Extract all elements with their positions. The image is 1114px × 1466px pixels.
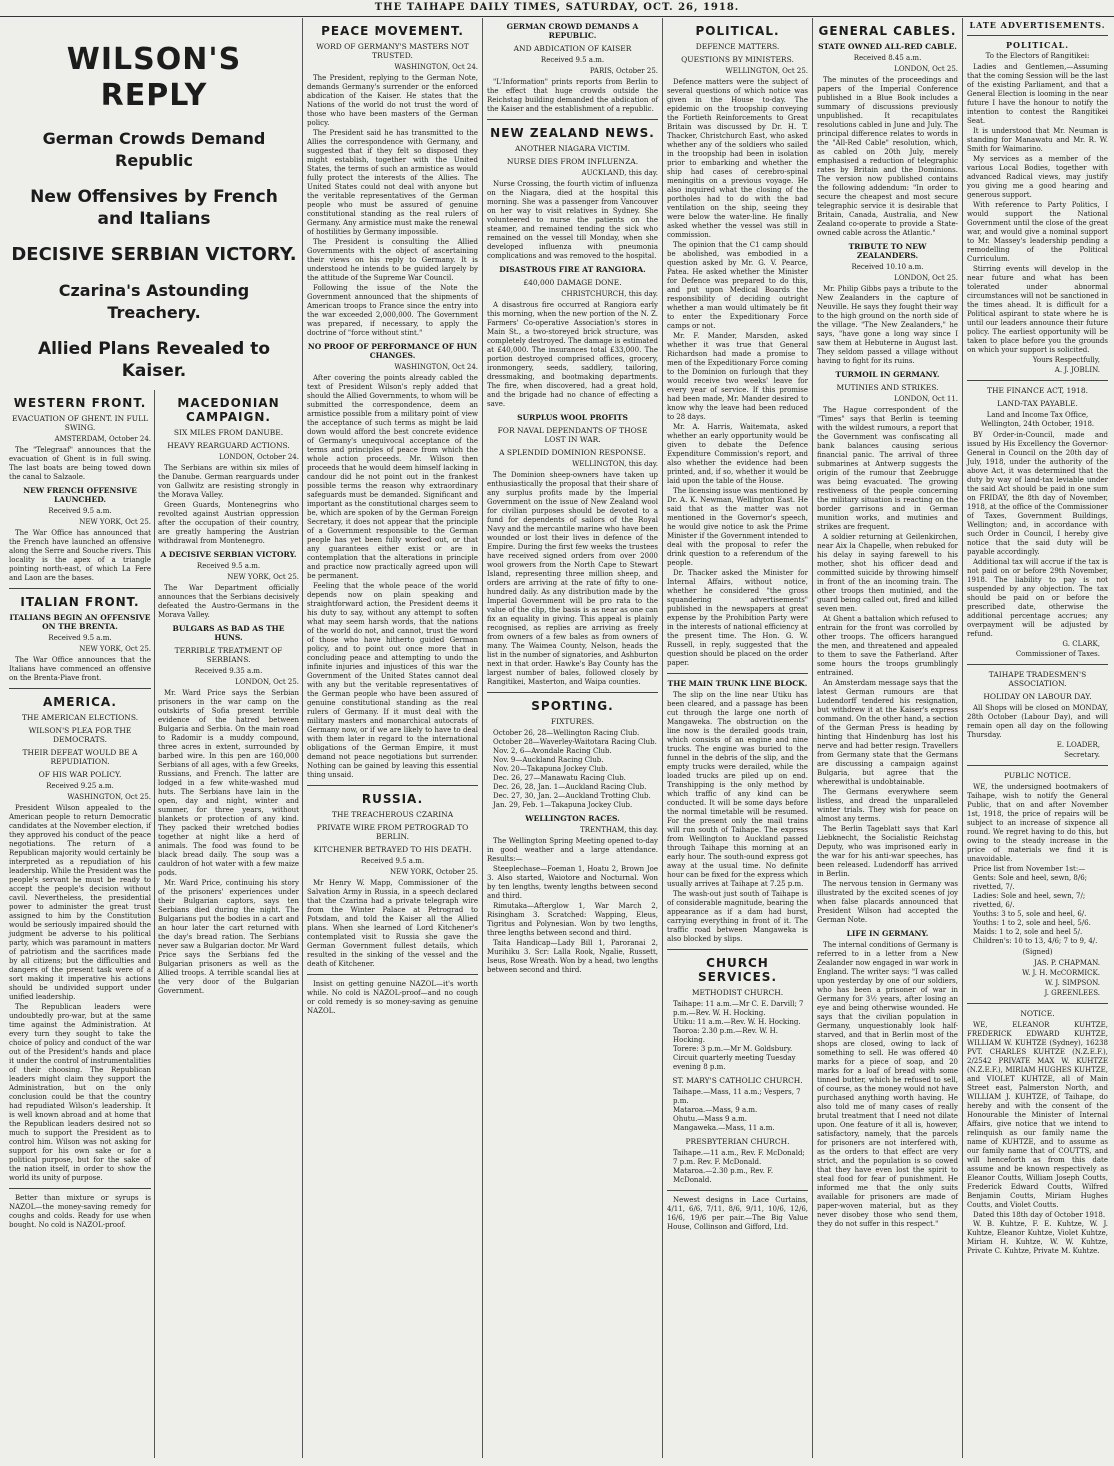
- paragraph: The President, replying to the German Note, demands Germany's surrender or the enforced abdication of the Kaiser. He states that the Nations of the world do not trust the word of those who have been masters of the German policy.: [307, 74, 478, 127]
- paragraph: BY Order-in-Council, made and issued by His Excellency the Governor-General in Council on the 20th day of July, 1918, under the authority of the above Act, it was determined that the duty by way of land-tax leviable under the said Act should be paid in one sum on FRIDAY, the 8th day of November, 1918, at the office of the Commissioner of Taxes, Government Buildings, Wellington; and, in accordance with such Order in Council, I hereby give notice that the said duty will be payable accordingly.: [967, 431, 1108, 556]
- masthead: THE TAIHAPE DAILY TIMES, SATURDAY, OCT. 26, 1918.: [0, 0, 1114, 17]
- presbyterian-subhead: PRESBYTERIAN CHURCH.: [685, 1137, 790, 1146]
- fixture-item: Dec. 27, 30, Jan. 2—Auckland Trotting Club.: [493, 792, 651, 800]
- paragraph: Dr. Thacker asked the Minister for Internal Affairs, without notice, whether he considered "the gross squandering advertisements" published in the newspapers at great expense by the Prohibition Party were in the interests of national efficiency at the present time. The Hon. G. W. Russell, in reply, suggested that the question should be placed on the order paper.: [667, 569, 808, 667]
- wool-subhead: SURPLUS WOOL PROFITS: [517, 413, 628, 422]
- deck-line-1: German Crowds Demand Republic: [42, 129, 266, 170]
- paragraph: The nervous tension in Germany was illustrated by the excited scenes of joy when false placards announced that President Wilson had accepted the German Note.: [817, 880, 958, 924]
- signature-name: A. J. JOBLIN.: [1054, 366, 1100, 374]
- political-ad-heading: POLITICAL.: [1005, 40, 1070, 50]
- finance-act-heading: THE FINANCE ACT, 1918.: [986, 386, 1088, 395]
- paragraph: The War Department officially announces that the Serbians decisively defeated the Austro-Germans in the Morava Valley.: [158, 584, 299, 619]
- serbian-victory-subhead: A DECISIVE SERBIAN VICTORY.: [160, 550, 297, 559]
- divider: [967, 1003, 1108, 1004]
- signer-name: J. GREENLEES.: [1044, 989, 1100, 997]
- signed-label: (Signed): [1022, 948, 1053, 956]
- nz-news-column: [482, 18, 662, 1458]
- main-trunk-subhead: THE MAIN TRUNK LINE BLOCK.: [667, 679, 808, 688]
- paragraph: Stirring events will develop in the near future and what has been tolerated under abnormal circumstances will not be sanctioned in the times ahead. It is difficult for a Political aspirant to state where he is until our leaders announce their future policy. The earliest opportunity will be taken to place before you the grounds on which your support is solicited.: [967, 265, 1108, 354]
- dateline: WASHINGTON, Oct 25.: [67, 793, 151, 801]
- notice-date: Dated this 18th day of October 1918.: [973, 1211, 1106, 1219]
- labour-day-subhead: HOLIDAY ON LABOUR DAY.: [983, 692, 1092, 701]
- divider: [487, 119, 658, 120]
- paragraph: The minutes of the proceedings and papers of the Imperial Conference published in a Blue Book includes a summary of discussions previously unpublished. It recapitulates resolutions cabled in June and July. The principal difference relates to words in the "All-Red Cable" resolution, which, as cabled on 20th July, merely emphasised a reduction of telegraphic rates by Britain and the Dominions. The version now published contains the following addendum: "In order to secure the cheapest and most secure telegraphic service it is desirable that Britain, Canada, Australia, and New Zealand co-operate to provide a State-owned cable across the Atlantic.": [817, 76, 958, 237]
- land-tax-subhead: LAND-TAX PAYABLE.: [997, 399, 1078, 408]
- questions-subhead: QUESTIONS BY MINISTERS.: [681, 55, 794, 64]
- main-headline: WILSON'S REPLY: [66, 42, 242, 113]
- political-heading: POLITICAL.: [695, 24, 780, 38]
- peace-heading: PEACE MOVEMENT.: [321, 24, 464, 38]
- western-front-heading: WESTERN FRONT.: [13, 396, 147, 410]
- paragraph: Mr. Ward Price, continuing his story of the prisoners' experiences under their Bulgarian captors, says ten Serbians died during the night. The Bulgarians put the bodies in a cart and an hour later the cart returned with the day's bread ration. The Serbians never saw a Bulgarian doctor. Mr Ward Price says the Serbians fed the Bulgarian prisoners as well as the Allied troops. A terrible scandal lies at the very door of the Bulgarian Government.: [158, 879, 299, 995]
- paragraph: Mr. A. Harris, Waitemata, asked whether an early opportunity would be given to debate the Defence Expenditure Commission's report, and also whether the evidence had been printed, and, if so, whether it would be laid upon the table of the House.: [667, 423, 808, 485]
- service-item: Taihape.—Mass, 11 a.m.; Vespers, 7 p.m.: [673, 1088, 801, 1105]
- russia-heading: RUSSIA.: [361, 792, 424, 806]
- naval-subhead: FOR NAVAL DEPENDANTS OF THOSE LOST IN WAR.: [497, 426, 648, 444]
- mutinies-subhead: MUTINIES AND STRIKES.: [836, 383, 939, 392]
- paragraph: The Hague correspondent of the "Times" says that Berlin is teeming with the wildest rumours, a report that the Government was confiscating all bank balances causing serious financial panic. The arrival of three submarines at Antwerp suggests the origin of the rumour that Zeebrugge was being evacuated. The growing restiveness of the people concerning the military situation is reacting on the border garrisons and in German munition works, and mutinies and strikes are frequent.: [817, 406, 958, 531]
- divider: [967, 765, 1108, 766]
- paragraph: The Germans everywhere seem listless, and dread the unparalleled winter trials. They wish for peace on almost any terms.: [817, 788, 958, 823]
- deck-line-2: New Offensives by French and Italians: [30, 187, 278, 229]
- race-result: Taita Handicap—Lady Bill 1, Paroranai 2, Murihiku 3. Scr: Lalla Rook, Ngalie, Russett, Iseus, Rose Wreath. Won by a head, two lengths between second and third.: [487, 939, 658, 974]
- paragraph: Mr Henry W. Mapp, Commissioner of the Salvation Army in Russia, in a speech declared that the Czarina had a private telegraph wire from the Winter Palace at Petrograd to Potsdam, and told the Kaiser all the Allied plans. When she learned of Lord Kitchener's contemplated visit to Russia she gave the German Government fullest details, which resulted in the sinking of the vessel and the death of Kitchener.: [307, 879, 478, 968]
- repudiation-subhead: THEIR DEFEAT WOULD BE A REPUDIATION.: [22, 748, 138, 766]
- niagara-subhead: ANOTHER NIAGARA VICTIM.: [514, 144, 631, 153]
- dateline: LONDON, October 24.: [218, 453, 299, 461]
- signer-name: W. J. SIMPSON.: [1044, 979, 1100, 987]
- notice-heading: NOTICE.: [1020, 1009, 1055, 1018]
- paragraph: The licensing issue was mentioned by Dr. A. K. Newman, Wellington East. He said that as the matter was not mentioned in the Governor's speech, he would give notice to ask the Prime Minister if the Government intended to deal with the proposal to refer the drink question to a referendum of the people.: [667, 487, 808, 567]
- tradesmen-heading: TAIHAPE TRADESMEN'S ASSOCIATION.: [988, 670, 1087, 688]
- fixture-item: Dec. 26, 27—Manawatu Racing Club.: [493, 774, 626, 782]
- divider: [9, 1188, 151, 1189]
- czarina-subhead: THE TREACHEROUS CZARINA: [331, 810, 454, 819]
- paragraph: The Berlin Tageblatt says that Karl Liebknecht, the Socialistic Reichstag Deputy, who was imprisoned early in the war for his anti-war speeches, has been released. Ludendorff has arrived in Berlin.: [817, 825, 958, 878]
- paragraph: The opinion that the C1 camp should be abolished, was embodied in a question asked by Mr. G. V. Pearce, Patea. He asked whether the Minister for Defence was prepared to do this, and put upon Medical Boards the responsibility of deciding outright whether a man would ultimately be fit to enter the Expeditionary Force camps or not.: [667, 241, 808, 330]
- divider: [307, 785, 478, 786]
- paragraph: A disastrous fire occurred at Rangiora early this morning, when the new portion of the N. Z. Farmers' Co-operative Association's stores in Main St., a two-storeyed brick structure, was completely destroyed. The damage is estimated at £40,000. The insurances total £33,000. The portion destroyed comprised offices, grocery, ironmongery, seeds, saddlery, tailoring, dressmaking, and bootmaking departments. The fire, when discovered, had a great hold, and the brigade had no chance of effecting a save.: [487, 301, 658, 408]
- elections-subhead: THE AMERICAN ELECTIONS.: [21, 713, 139, 722]
- deck-line-3: DECISIVE SERBIAN VICTORY.: [11, 244, 297, 265]
- service-item: Taihape.—11 a.m., Rev. F. McDonald; 7 p.m. Rev. F. McDonald.: [673, 1149, 805, 1166]
- cables-heading: GENERAL CABLES.: [818, 24, 957, 38]
- paragraph: The slip on the line near Utiku has been cleared, and a passage has been cut through the large one north of Mangaweka. The obstruction on the line now is the derailed goods train, which consists of an engine and nine trucks. The engine was buried to the funnel in the debris of the slip, and the empty trucks were derailed, while the loaded trucks are piled up on end. Transhipping is the only method by which traffic of any kind can be conducted. It will be some days before the normal timetable will be resumed. For the present only the mail trains will run south of Taihape. The express from Wellington to Auckland passed through Taihape this morning at an early hour. The south-ound express got away at the usual time. No definite hour can be fixed for the express which usually arrives at Taihape at 7.25 p.m.: [667, 691, 808, 888]
- dateline: LONDON, Oct 25.: [235, 678, 299, 686]
- paragraph: After covering the points already cabled the text of President Wilson's reply added that should the Allied Governments, to whom will be submitted the correspondence, deem an armistice possible from a military point of view the acceptance of such terms as might be laid down would afford the best concrete evidence of Germany's unequivocal acceptance of the terms and principles of peace from which the whole action proceeds. Mr. Wilson then proceeds that he would deem himself lacking in candour did he not point out in the frankest possible terms the reason why extraordinary safeguards must be demanded. Significant and important as the constitutional charges seem to be, which are spoken of by the German Foreign Secretary, it does not appear that the principle of a Government responsible to the German people has yet been fully worked out, or that any guarantees either exist or are in contemplation that the alterations in principle and practice now practically agreed upon will be permanent.: [307, 374, 478, 580]
- kitchener-subhead: KITCHENER BETRAYED TO HIS DEATH.: [313, 845, 472, 854]
- dateline: TRENTHAM, this day.: [580, 826, 658, 834]
- nazol-advert: Insist on getting genuine NAZOL—it's worth while. No cold is NAZOL-proof—and no cough or cold remedy is so money-saving as genuine NAZOL.: [307, 980, 478, 1015]
- america-heading: AMERICA.: [42, 695, 117, 709]
- paragraph: Feeling that the whole peace of the world depends now on plain speaking and straightforward action, the President deems it his duty to say, without any attempt to soften what may seem harsh words, that the nations of the world do not, and cannot, trust the word of those who have hitherto guided German policy, and to point out once more that in concluding peace and attempting to undo the infinite injuries and injustices of this war the Government of the United States cannot deal with any but the veritable representatives of the German people who have been assured of genuine constitutional standing as the real rulers of Germany. If it must deal with the military masters and monarchical autocrats of Germany now, or if we are likely to have to deal with them later in regard to the international obligations of the German Empire, it must demand not peace negotiations but surrender. Nothing can be gained by leaving this essential thing unsaid.: [307, 582, 478, 779]
- paragraph: Nurse Crossing, the fourth victim of influenza on the Niagara, died at the hospital this morning. She was a passenger from Vancouver on her way to visit relatives in Sydney. She volunteered to nurse the patients on the steamer, and remained tending the sick who remained on the vessel till Monday, when she developed influenza with pneumonia complications and was removed to the hospital.: [487, 180, 658, 260]
- macedonian-heading: MACEDONIAN CAMPAIGN.: [177, 396, 280, 424]
- divider: [9, 688, 151, 689]
- sporting-heading: SPORTING.: [531, 699, 614, 713]
- paragraph: The Wellington Spring Meeting opened to-day in good weather and a large attendance. Results:—: [487, 837, 658, 863]
- fixture-item: Nov. 9—Auckland Racing Club.: [493, 756, 604, 764]
- rearguard-subhead: HEAVY REARGUARD ACTIONS.: [167, 441, 290, 450]
- paragraph: The internal conditions of Germany is referred to in a letter from a New Zealander now engaged in war work in England. The writer says: "I was called upon yesterday by one of our soldiers, who has been a prisoner of war in Germany for 3½ years, after losing an eye and being otherwise wounded. He says that the civilian population in Germany, unquestionably look half-starved, and that in Berlin most of the shops are closed, owing to lack of something to sell. He was offered 40 marks for a piece of soap, and 20 marks for a loaf of bread with some tinned butter, which he refused to sell, of course, as the money would not have purchased anything worth having. He also told me of many cases of really brutal treatment that I need not dilate upon. One feature of it all is, however, satisfactory, namely, that the parcels for prisoners are not interfered with, as the orders to that effect are very strict, and the population is so cowed that they have even lost the spirit to steal food for fear of punishment. He informed me that the only suits available for prisoners are made of paper-woven material, but as they never disobey those who send them, they do not suffer in this respect.": [817, 941, 958, 1228]
- macedonian-column: [154, 390, 302, 1458]
- price-item: Maids: 1 to 2, sole and heel 5/.: [973, 928, 1083, 936]
- damage-subhead: £40,000 DAMAGE DONE.: [523, 278, 622, 287]
- service-item: Mataroa.—Mass, 9 a.m.: [673, 1106, 758, 1114]
- signer-name: W. J. H. McCORMICK.: [1022, 969, 1100, 977]
- paragraph: My services as a member of the various Local Bodies, together with advanced Radical views, may justify you giving me a good hearing and generous support.: [967, 155, 1108, 199]
- received-line: Received 8.45 a.m.: [853, 54, 922, 62]
- dateline: CHRISTCHURCH, this day.: [561, 290, 658, 298]
- divider: [967, 664, 1108, 665]
- paragraph: The Republican leaders were undoubtedly pro-war, but at the same time against the Administration. At every turn they sought to take the choice of policy and conduct of the war out of the President's hands and place it under the control of instrumentalities of their choosing. The Republican leaders might claim they support the Administration, but on the only conclusion could be that the country had repudiated Wilson's leadership. It is well known abroad and at home that the Republican leaders desired not so much to support the President as to control him. Wilson was not asking for support for his own sake or for a political purpose, but for the sake of the nation itself, in order to show the world its unity of purpose.: [9, 1003, 151, 1182]
- notice-signatures: W. B. Kuhtze, F. E. Kuhtze, W. J. Kuhtze, Eleanor Kuhtze, Violet Kuhtze, Miriam H. Kuhtze, W. W. Kuhtze, Private C. Kuhtze, Private M. Kuhtze.: [967, 1220, 1108, 1255]
- service-item: Utiku: 11 a.m.—Rev. W. H. Hocking.: [673, 1018, 801, 1026]
- service-item: Mataroa.—2.30 p.m., Rev. F. McDonald.: [673, 1167, 774, 1184]
- peace-column: [302, 18, 482, 1458]
- price-item: Children's: 10 to 13, 4/6; 7 to 9, 4/.: [973, 937, 1098, 945]
- received-line: Received 9.35 a.m.: [194, 667, 263, 675]
- divider: [967, 35, 1108, 36]
- no-proof-subhead: NO PROOF OF PERFORMANCE OF HUN CHANGES.: [307, 342, 478, 360]
- paragraph: With reference to Party Politics, I would support the National Government until the close of the great war, and would give a nominal support to Mr. Massey's leadership pending a remodelling of the Political Curriculum.: [967, 201, 1108, 263]
- ghent-subhead: EVACUATION OF GHENT. IN FULL SWING.: [11, 414, 149, 432]
- paragraph: The War Office has announced that the French have launched an offensive along the Serre and Souche rivers. This locality is the apex of a triangle pointing north-east, of which La Fere and Laon are the bases.: [9, 529, 151, 582]
- received-line: Received 9.5 a.m.: [360, 857, 425, 865]
- dateline: NEW YORK, October 25.: [390, 868, 478, 876]
- paragraph: Green Guards, Montenegrins who revolted against Austrian oppression after the occupation of their country, are greatly hampering the Austrian withdrawal from Montenegro.: [158, 501, 299, 545]
- received-line: Received 9.5 a.m.: [48, 634, 112, 642]
- paragraph: The President is consulting the Allied Governments with the object of ascertaining their views on his reply to Germany. It is understood he intends to be guided largely by the attitude of the Supreme War Council.: [307, 238, 478, 282]
- fixture-item: Nov. 2, 6—Avondale Racing Club.: [493, 747, 612, 755]
- fixture-item: Jan. 29, Feb. 1—Takapuna Jockey Club.: [493, 801, 633, 809]
- signature-name: G. CLARK,: [1062, 640, 1100, 648]
- fixture-item: October 28—Waverley-Waitotara Racing Club.: [493, 738, 657, 746]
- paragraph: The "Telegraaf" announces that the evacuation of Ghent is in full swing. The last boats are being towed down the canal to Salzaole.: [9, 446, 151, 481]
- dateline: WELLINGTON, this day.: [572, 460, 658, 468]
- received-line: Received 9.5 a.m.: [48, 507, 112, 515]
- dateline: WASHINGTON, Oct 24.: [394, 63, 478, 71]
- masters-subhead: WORD OF GERMANY'S MASTERS NOT TRUSTED.: [316, 42, 469, 60]
- paragraph: At Ghent a battalion which refused to entrain for the front was corrolled by other troops. The officers harangued the men, and threatened and appealed to them to save the Fatherland. After some hours the troops grumblingly entrained.: [817, 615, 958, 677]
- all-red-subhead: STATE OWNED ALL-RED CABLE.: [818, 42, 957, 51]
- paragraph: Ladies and Gentlemen,—Assuming that the coming Session will be the last of the existing Parliament, and that a General Election is looming in the near future I have the honour to notify the intention to contest the Rangitikei Seat.: [967, 63, 1108, 125]
- received-line: Received 9.5 a.m.: [540, 56, 605, 64]
- catholic-subhead: ST. MARY'S CATHOLIC CHURCH.: [672, 1076, 803, 1085]
- defence-subhead: DEFENCE MATTERS.: [695, 42, 780, 51]
- paragraph: The Dominion sheep-owners have taken up enthusiastically the proposal that their share of any surplus profits made by the Imperial Government on the issue of New Zealand wool for civilian purposes should be devoted to a fund for dependents of sailors of the Royal Navy and the mercantile marine who have been wounded or lost their lives in defence of the Empire. During the first few weeks the trustees have received signed orders from over 2000 wool growers from the North Cape to Stewart Island, representing three million sheep, and orders are arriving at the rate of fifty to one-hundred daily. As any distribution made by the Imperial Government will be pro rata to the value of the clip, the basis is as near as one can fix an equality in giving. This appeal is plainly recognised, as replies are arriving as freely from owners of a few bales as from owners of many. The Waimea County, Nelson, heads the list in the number of signatories, and Ashburton next in that order. Hawke's Bay County has the largest number of bales, followed closely by Rangitikei, Masterton, and Waipa counties.: [487, 471, 658, 686]
- fixture-item: Nov. 20—Takapuna Jockey Club.: [493, 765, 608, 773]
- dateline: NEW YORK, Oct 25.: [79, 645, 151, 653]
- service-item: Taoroa: 2.30 p.m.—Rev. W. H. Hocking.: [673, 1027, 778, 1044]
- cables-column: [812, 18, 962, 1458]
- dateline: LONDON, Oct 11.: [894, 395, 958, 403]
- received-line: Received 9.25 a.m.: [46, 782, 114, 790]
- divider: [9, 588, 151, 589]
- electors-line: To the Electors of Rangitikei:: [985, 52, 1090, 60]
- dateline: PARIS, October 25.: [589, 67, 658, 75]
- treatment-subhead: TERRIBLE TREATMENT OF SERBIANS.: [174, 646, 283, 664]
- dateline: LONDON, Oct 25.: [894, 65, 958, 73]
- divider: [667, 673, 808, 674]
- price-list-heading: Price list from November 1st:—: [973, 865, 1086, 873]
- signature-title: Commissioner of Taxes.: [1015, 650, 1100, 658]
- race-result: Rimutaka—Afterglow 1, War March 2, Risingham 3. Scratched: Wapping, Eleus, Tigritus and Polynesian. Won by two lengths, three lengths between second and third.: [487, 902, 658, 937]
- german-crowd-heading: GERMAN CROWD DEMANDS A REPUBLIC.: [506, 22, 639, 40]
- church-heading: CHURCH SERVICES.: [697, 956, 778, 984]
- dateline: LONDON, Oct 25.: [894, 274, 958, 282]
- public-notice-heading: PUBLIC NOTICE.: [1003, 771, 1072, 780]
- price-item: Youths: 3 to 5, sole and heel, 6/.: [973, 910, 1087, 918]
- nazol-advert: Better than mixture or syrups is NAZOL—the money-saving remedy for coughs and colds. Ready for use when bought. No cold is NAZOL-proof.: [9, 1194, 151, 1229]
- lead-subcolumns: [6, 390, 302, 1458]
- paragraph: President Wilson appealed to the American people to return Democratic candidates at the November election, if they approved his conduct of the peace negotiations. The return of a Republican majority would certainly be interpreted as a repudiation of his leadership. While the President was the people's servant he must be ready to accept the people's decision without cavil. Nevertheless, the presidential power to administer the great trust assigned to him by the Constitution would be seriously impaired should the judgment be adverse to his political party, which was paramount in matters of patriotism and the sacrifices made by all citizens; but the difficulties and dangers of the present task were of a sort making it imperative his actions should be undivided support under unified leadership.: [9, 804, 151, 1001]
- paragraph: The President said he has transmitted to the Allies the correspondence with Germany, and suggested that if they felt so disposed they might establish, together with the United States, the terms of such an armistice as would fully protect the interests of the Allies. The United States could not deal with anyone but the veritable representatives of the German people who must be assured of genuine constitutional standing as the real rulers of Germany. Any armistice must make the renewal of hostilities by Germany impossible.: [307, 129, 478, 236]
- fixtures-subhead: FIXTURES.: [550, 717, 595, 726]
- italian-front-heading: ITALIAN FRONT.: [20, 595, 140, 609]
- paragraph: A soldier returning at Geilenkirchen, near Aix la Chapelle, when rebuked for his delay in saying farewell to his mother, shot his officer dead and committed suicide by throwing himself in front of the an incoming train. The other troops then mutinied, and the guard being called out, fired and killed seven men.: [817, 533, 958, 613]
- western-italian-america-column: [6, 390, 154, 1458]
- dateline: WASHINGTON, Oct 24.: [394, 363, 478, 371]
- french-offensive-subhead: NEW FRENCH OFFENSIVE LAUNCHED.: [23, 486, 137, 504]
- paragraph: The wash-out just south of Taihape is of considerable magnitude, bearing the appearance as if a dam had burst, carrying everything in front of it. The traffic road between Mangaweka is also blocked by slips.: [667, 890, 808, 943]
- deck-line-4: Czarina's Astounding Treachery.: [58, 281, 250, 322]
- received-line: Received 10.10 a.m.: [851, 263, 924, 271]
- paragraph: Mr. F. Mander, Marsden, asked whether it was true that General Richardson had made a promise to men of the Expeditionary Force coming to the Dominion on furlough that they would receive two weeks' leave for every year of service. If this promise had been made, Mr. Mander desired to know why the leave had been reduced to 28 days.: [667, 332, 808, 421]
- paragraph: All Shops will be closed on MONDAY, 28th October (Labour Day), and will remain open all day on the following Thursday.: [967, 704, 1108, 739]
- dateline: AUCKLAND, this day.: [581, 169, 658, 177]
- paragraph: Mr. Ward Price says the Serbian prisoners in the war camp on the outskirts of Sofia present terrible evidence of the hatred between Bulgaria and Serbia. On the main road to Radomir is a muddy compound, three acres in extent, surrounded by barbed wire. In this pen are 160,000 Serbians of all ages, with a few Greeks, Russians, and French. The latter are lodged in a few white-washed mud huts. The Serbians have lain in the open, day and night, winter and summer, for three years, without blankets or protection of any kind. They packed their wretched bodies together at night like a herd of animals. The food was found to be black bread daily. The soup was a cauldron of hot water with a few maize pods.: [158, 689, 299, 877]
- service-item: Taihape: 11 a.m.—Mr C. E. Darvill; 7 p.m.—Rev. W. H. Hocking.: [673, 1000, 804, 1017]
- service-item: Ohutu.—Mass 9 a.m.: [673, 1115, 747, 1123]
- wire-subhead: PRIVATE WIRE FROM PETROGRAD TO BERLIN.: [316, 823, 469, 841]
- danube-subhead: SIX MILES FROM DANUBE.: [173, 428, 284, 437]
- price-item: Ladies: Sole and heel, sewn, 7/; rivetted, 6/.: [973, 892, 1086, 909]
- divider: [487, 692, 658, 693]
- tax-office-line: Land and Income Tax Office, Wellington, 24th October, 1918.: [980, 411, 1095, 428]
- response-subhead: A SPLENDID DOMINION RESPONSE.: [499, 448, 646, 457]
- divider: [667, 949, 808, 950]
- service-item: Torere: 3 p.m.—Mr M. Goldsbury. Circuit quarterly meeting Tuesday evening 8 p.m.: [673, 1045, 796, 1071]
- paragraph: The War Office announces that the Italians have commenced an offensive on the Brenta-Piave front.: [9, 656, 151, 682]
- dateline: AMSTERDAM, October 24.: [54, 435, 151, 443]
- brenta-subhead: ITALIANS BEGIN AN OFFENSIVE ON THE BRENTA.: [9, 613, 151, 631]
- political-column: [662, 18, 812, 1458]
- late-ads-heading: LATE ADVERTISEMENTS.: [969, 20, 1106, 30]
- paragraph: WE, ELEANOR KUHTZE, FREDERICK EDWARD KUHTZE, WILLIAM W. KUHTZE (Sydney), 16238 PVT. CHARLES KUHTZE (N.Z.E.F.), 2/2542 PRIVATE MAX W. KUHTZE (N.Z.E.F.), MIRIAM HUGHES KUHTZE, and VIOLET KUHTZE, all of Main Street east, Palmerston North, and WILLIAM J. KUHTZE, of Taihape, do hereby and with the consent of the Honourable the Minister of Internal Affairs, give notice that we intend to relinquish as our family name the name of KUHTZE, and to assume as our family name that of COUTTS, and will henceforth as from this date assume and be known respectively as Eleanor Coutts, William Joseph Coutts, Frederick Edward Coutts, Wilfred Benjamin Coutts, Miriam Hughes Coutts, and Violet Coutts.: [967, 1021, 1108, 1209]
- paragraph: Additional tax will accrue if the tax is not paid on or before 29th November, 1918. The liability to pay is not suspended by any objection. The tax should be paid on or before the prescribed date, otherwise the additional percentage accrues; any overpayment will be adjusted by refund.: [967, 558, 1108, 638]
- signature-line: Yours Respectfully,: [1032, 356, 1100, 364]
- fire-subhead: DISASTROUS FIRE AT RANGIORA.: [499, 265, 646, 274]
- plea-subhead: WILSON'S PLEA FOR THE DEMOCRATS.: [28, 726, 132, 744]
- signature-name: E. LOADER,: [1056, 741, 1100, 749]
- divider: [667, 1190, 808, 1191]
- methodist-subhead: METHODIST CHURCH.: [691, 988, 784, 997]
- tribute-subhead: TRIBUTE TO NEW ZEALANDERS.: [848, 242, 927, 260]
- paragraph: It is understood that Mr. Neuman is standing for Manawatu and Mr. R. W. Smith for Waimarino.: [967, 127, 1108, 153]
- paragraph: Following the issue of the Note the Government announced that the shipments of American troops to France since the entry into the war exceeded 2,000,000. The Government was prepared, if necessary, to apply the doctrine of "force without stint.": [307, 284, 478, 337]
- price-item: Gents: Sole and heel, sewn, 8/6; rivetted, 7/.: [973, 874, 1088, 891]
- lace-curtains-advert: Newest designs in Lace Curtains, 4/11, 6/6, 7/11, 8/6, 9/11, 10/6, 12/6, 16/6, 19/6 per pair.—The Big Value House, Collinson and Gifford, Ltd.: [667, 1196, 808, 1231]
- fixture-item: Dec. 26, 28, Jan. 1—Auckland Racing Club.: [493, 783, 647, 791]
- deck-line-5: Allied Plans Revealed to Kaiser.: [37, 339, 271, 381]
- life-germany-subhead: LIFE IN GERMANY.: [846, 929, 929, 938]
- paragraph: "L'Information" prints reports from Berlin to the effect that huge crowds outside the Reichstag building demanded the abdication of the Kaiser and the establishment of a republic.: [487, 78, 658, 113]
- fixture-item: October 26, 28—Wellington Racing Club.: [493, 729, 640, 737]
- dateline: WELLINGTON, Oct 25.: [725, 67, 808, 75]
- paragraph: Mr. Philip Gibbs pays a tribute to the New Zealanders in the capture of Neuville. He says they fought their way to the high ground on the north side of the village. "The New Zealanders," he says, "have gone a long way since I saw them at Hebuterne in August last. They seldom passed a village without having to fight for its ruins.: [817, 285, 958, 365]
- paragraph: The Serbians are within six miles of the Danube. German rearguards under von Gallwitz are resisting strongly in the Morava Valley.: [158, 464, 299, 499]
- wellington-races-subhead: WELLINGTON RACES.: [525, 814, 620, 823]
- abdication-subhead: AND ABDICATION OF KAISER: [513, 44, 632, 53]
- bulgars-subhead: BULGARS AS BAD AS THE HUNS.: [172, 624, 285, 642]
- turmoil-subhead: TURMOIL IN GERMANY.: [835, 370, 940, 379]
- nz-news-heading: NEW ZEALAND NEWS.: [490, 126, 655, 140]
- price-item: Youths: 1 to 2, sole and heel, 5/6.: [973, 919, 1091, 927]
- paragraph: An Amsterdam message says that the latest German rumours are that Ludendorff tendered his resignation, but withdrew it at the Kaiser's express command. On the other hand, a section of the German Press is heading by hinting that Hindenburg has lost his nerve and had better resign. Travellers from Germany state that the Germans are discussing a campaign against Bulgaria, but agree that the wherewithal is undobtainable.: [817, 679, 958, 786]
- nurse-subhead: NURSE DIES FROM INFLUENZA.: [506, 157, 639, 166]
- paragraph: WE, the undersigned bootmakers of Taihape, wish to notify the General Public, that on and after November 1st, 1918, the price of repairs will be subject to an increase of sixpence all round. We regret having to do this, but owing to the steady increase in the price of materials we find it is unavoidable.: [967, 783, 1108, 863]
- dateline: NEW YORK, Oct 25.: [227, 573, 299, 581]
- war-policy-subhead: OF HIS WAR POLICY.: [38, 770, 122, 779]
- service-item: Mangaweka.—Mass, 11 a.m.: [673, 1124, 775, 1132]
- received-line: Received 9.5 a.m.: [196, 562, 261, 570]
- advertisements-column: [962, 18, 1112, 1458]
- signature-title: Secretary.: [1064, 751, 1100, 759]
- divider: [967, 380, 1108, 381]
- divider: [307, 974, 478, 975]
- dateline: NEW YORK, Oct 25.: [79, 518, 151, 526]
- paragraph: Defence matters were the subject of several questions of which notice was given in the House to-day. The epidemic on the troopship conveying the Fortieth Reinforcements to Great Britain was discussed by Dr. H. T. Thacker, Christchurch East, who asked whether any of the soldiers who sailed in the troopship had been in isolation prior to embarking and whether the ship had cases of cerebro-spinal meningitis on a previous voyage. He also inquired what the closing of the portholes had to do with the bad ventilation on the ship, seeing they were below the water-line. He finally asked whether the vessel was still in commission.: [667, 78, 808, 239]
- signer-name: JAS. P. CHAPMAN.: [1034, 959, 1100, 967]
- race-result: Steeplechase—Foeman 1, Hoatu 2, Brown Joe 3. Also started, Waiotore and Nocturnal. Won by ten lengths, twenty lengths between second and third.: [487, 865, 658, 900]
